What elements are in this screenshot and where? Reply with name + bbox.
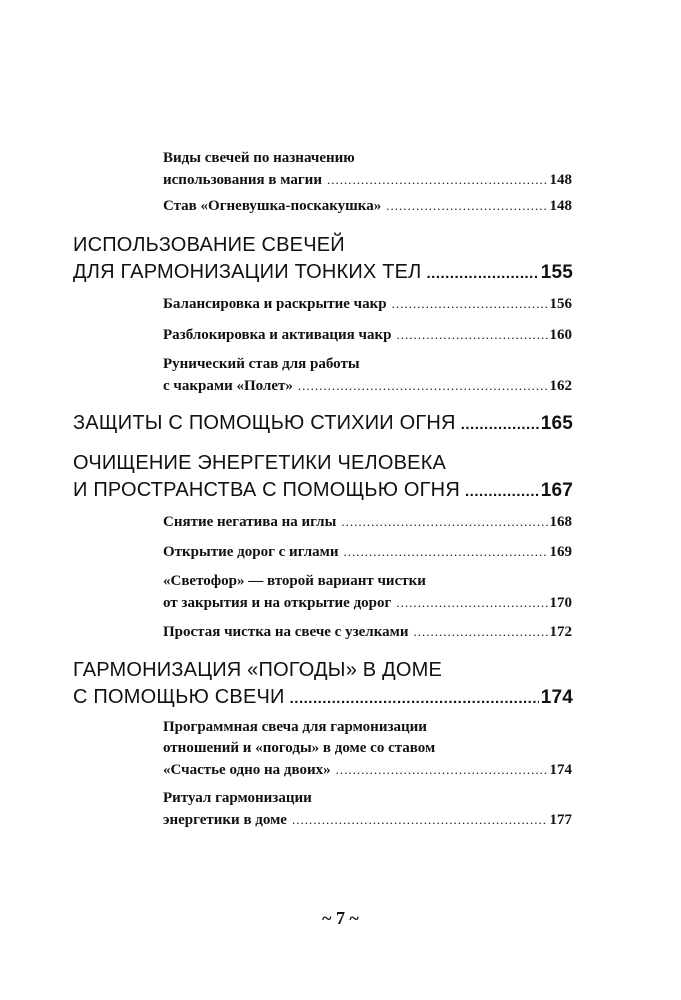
- toc-entry-text: И ПРОСТРАНСТВА С ПОМОЩЬЮ ОГНЯ: [73, 479, 460, 501]
- toc-entry-sub: [163, 293, 572, 315]
- toc-entry-text: ОЧИЩЕНИЕ ЭНЕРГЕТИКИ ЧЕЛОВЕКА: [73, 452, 447, 474]
- toc-entry-text: ГАРМОНИЗАЦИЯ «ПОГОДЫ» В ДОМЕ: [73, 659, 442, 681]
- toc-line: [163, 293, 572, 315]
- toc-line: [163, 759, 572, 781]
- toc-entry-text: Балансировка и раскрытие чакр: [163, 296, 387, 312]
- toc-line: [163, 788, 572, 809]
- toc-entry-text: отношений и «погоды» в доме со ставом: [163, 740, 436, 756]
- toc-entry-text: ДЛЯ ГАРМОНИЗАЦИИ ТОНКИХ ТЕЛ: [73, 261, 422, 283]
- toc-entry-text: Виды свечей по назначению: [163, 150, 355, 166]
- toc-page-number: 172: [549, 624, 572, 640]
- toc-entry-text: Простая чистка на свече с узелками: [163, 624, 409, 640]
- toc-line: [163, 511, 572, 533]
- toc-line: [73, 657, 573, 684]
- toc-line: [163, 195, 572, 217]
- toc-line: [163, 809, 572, 831]
- toc-line: [73, 410, 573, 438]
- dot-leader: [392, 293, 548, 314]
- toc-line: [163, 169, 572, 191]
- toc-line: [163, 375, 572, 397]
- dot-leader: [465, 478, 539, 505]
- dot-leader: [386, 195, 547, 216]
- toc-page-number: 165: [540, 413, 573, 434]
- toc-line: [73, 259, 573, 287]
- toc-page-number: 177: [549, 812, 572, 828]
- toc-line: [163, 354, 572, 375]
- toc-line: [163, 324, 572, 346]
- toc-entry-text: Разблокировка и активация чакр: [163, 327, 392, 343]
- toc-page-number: 148: [549, 198, 572, 214]
- toc-line: [163, 148, 572, 169]
- toc-entry-sub: [163, 571, 572, 614]
- toc-entry-chapter: [73, 232, 573, 287]
- toc-line: [163, 541, 572, 563]
- toc-entry-sub: [163, 621, 572, 643]
- toc-page-number: 162: [549, 378, 572, 394]
- toc-entry-text: Программная свеча для гармонизации: [163, 719, 427, 735]
- toc-page-number: 169: [549, 544, 572, 560]
- dot-leader: [396, 592, 547, 613]
- dot-leader: [327, 169, 548, 190]
- toc-page-number: 167: [540, 480, 573, 501]
- page-number: ~ 7 ~: [322, 908, 359, 928]
- dot-leader: [298, 375, 548, 396]
- toc-entry-text: «Светофор» — второй вариант чистки: [163, 573, 426, 589]
- toc-entry-text: Открытие дорог с иглами: [163, 544, 339, 560]
- toc-page-number: 170: [549, 595, 572, 611]
- toc-page-number: 174: [549, 762, 572, 778]
- toc-entry-text: ИСПОЛЬЗОВАНИЕ СВЕЧЕЙ: [73, 234, 345, 256]
- dot-leader: [413, 621, 547, 642]
- toc-page-number: 155: [540, 262, 573, 283]
- toc-entry-chapter: [73, 450, 573, 505]
- toc-entry-chapter: [73, 410, 573, 438]
- toc-page-number: 174: [540, 687, 573, 708]
- toc-page-number: 168: [549, 514, 572, 530]
- toc-entry-text: С ПОМОЩЬЮ СВЕЧИ: [73, 686, 285, 708]
- dot-leader: [344, 541, 548, 562]
- dot-leader: [427, 260, 539, 287]
- dot-leader: [397, 324, 548, 345]
- toc-entry-sub: [163, 354, 572, 397]
- dot-leader: [341, 511, 547, 532]
- dot-leader: [461, 411, 539, 438]
- dot-leader: [290, 685, 539, 712]
- toc-entry-sub: [163, 788, 572, 831]
- toc-entry-text: энергетики в доме: [163, 812, 287, 828]
- toc-entry-text: использования в магии: [163, 172, 322, 188]
- toc-line: [163, 621, 572, 643]
- toc-entry-sub: [163, 324, 572, 346]
- toc-entry-text: с чакрами «Полет»: [163, 378, 293, 394]
- toc-entry-text: от закрытия и на открытие дорог: [163, 595, 392, 611]
- toc-entry-sub: [163, 195, 572, 217]
- toc-line: [73, 450, 573, 477]
- toc-entry-text: Ритуал гармонизации: [163, 790, 312, 806]
- toc-line: [73, 684, 573, 712]
- toc-entry-text: Рунический став для работы: [163, 356, 360, 372]
- toc-line: [73, 477, 573, 505]
- toc-entry-text: «Счастье одно на двоих»: [163, 762, 331, 778]
- toc-line: [163, 717, 572, 738]
- toc-page-number: 148: [549, 172, 572, 188]
- toc-entry-text: ЗАЩИТЫ С ПОМОЩЬЮ СТИХИИ ОГНЯ: [73, 412, 456, 434]
- toc-line: [163, 571, 572, 592]
- toc-page-number: 156: [549, 296, 572, 312]
- toc-entry-sub: [163, 717, 572, 781]
- toc-entry-sub: [163, 541, 572, 563]
- toc-line: [73, 232, 573, 259]
- toc-entry-text: Снятие негатива на иглы: [163, 514, 337, 530]
- toc-line: [163, 738, 572, 759]
- toc-entry-chapter: [73, 657, 573, 712]
- dot-leader: [336, 759, 548, 780]
- toc-line: [163, 592, 572, 614]
- toc-page-number: 160: [549, 327, 572, 343]
- dot-leader: [292, 809, 548, 830]
- toc-entry-sub: [163, 148, 572, 191]
- toc-entry-sub: [163, 511, 572, 533]
- toc-entry-text: Став «Огневушка-поскакушка»: [163, 198, 382, 214]
